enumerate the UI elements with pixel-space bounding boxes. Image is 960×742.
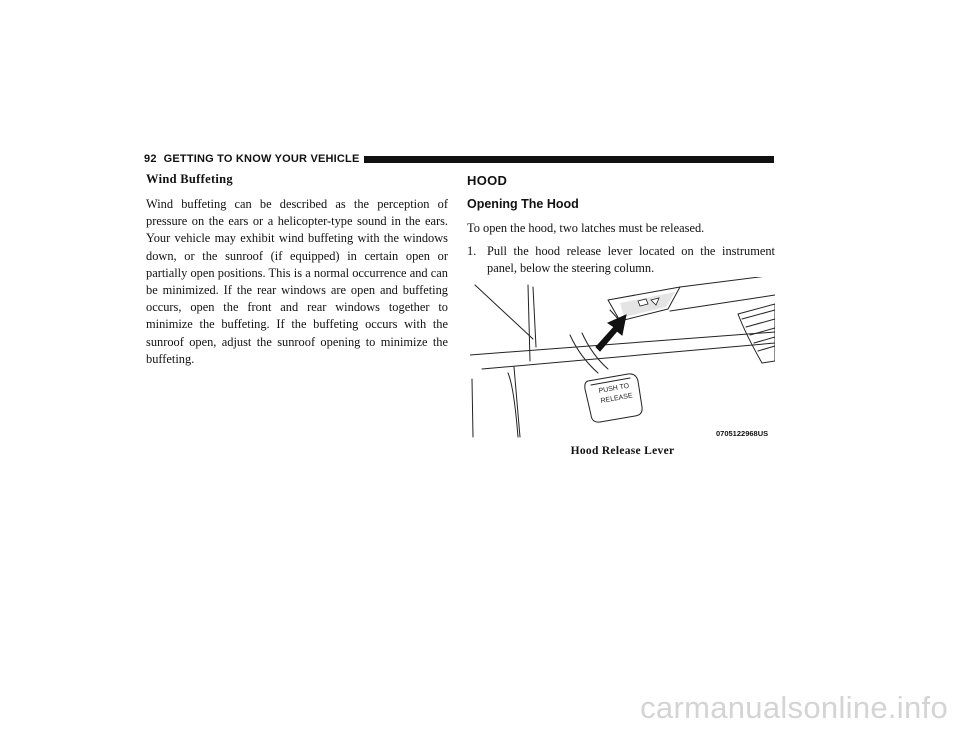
section-title: GETTING TO KNOW YOUR VEHICLE: [163, 153, 360, 165]
step-1-text: Pull the hood release lever located on the instrument panel, below the steering column.: [487, 244, 775, 276]
left-column: [146, 170, 448, 368]
step-1: [467, 243, 775, 277]
header-text: [144, 153, 360, 165]
hood-release-illustration: [470, 277, 775, 441]
wind-buffeting-paragraph: Wind buffeting can be described as the perception of pressure on the ears or a helicopter-type sound in the ears. Your vehicle may exhibit wind buffeting with the windows down, or the sunroof (if equipped) in certain open or partially open positions. This is a normal occurrence and can be minimized. If the rear windows are open and buffeting occurs, open the front and rear windows together to minimize the buffeting. If the buffeting occurs with the sunroof open, adjust the sunroof opening to minimize the buffeting.: [146, 197, 448, 366]
opening-hood-subheading: Opening The Hood: [467, 197, 579, 211]
hood-release-figure: [470, 277, 775, 441]
right-column: [467, 170, 775, 278]
figure-caption: Hood Release Lever: [570, 445, 675, 457]
arrow-icon: [596, 315, 626, 351]
page-number: 92: [144, 153, 157, 165]
tag-label-line2: RELEASE: [600, 392, 634, 405]
watermark-text[interactable]: carmanualsonline.info: [640, 690, 948, 725]
step-1-number: 1.: [467, 244, 477, 259]
hood-intro: To open the hood, two latches must be released.: [467, 221, 705, 235]
tag-label-line1: PUSH TO: [598, 382, 630, 395]
page-header: [144, 152, 774, 166]
wind-buffeting-heading: Wind Buffeting: [146, 172, 233, 186]
header-rule: [364, 156, 774, 163]
image-code: 0705122968US: [716, 429, 769, 438]
hood-heading: HOOD: [467, 173, 508, 188]
